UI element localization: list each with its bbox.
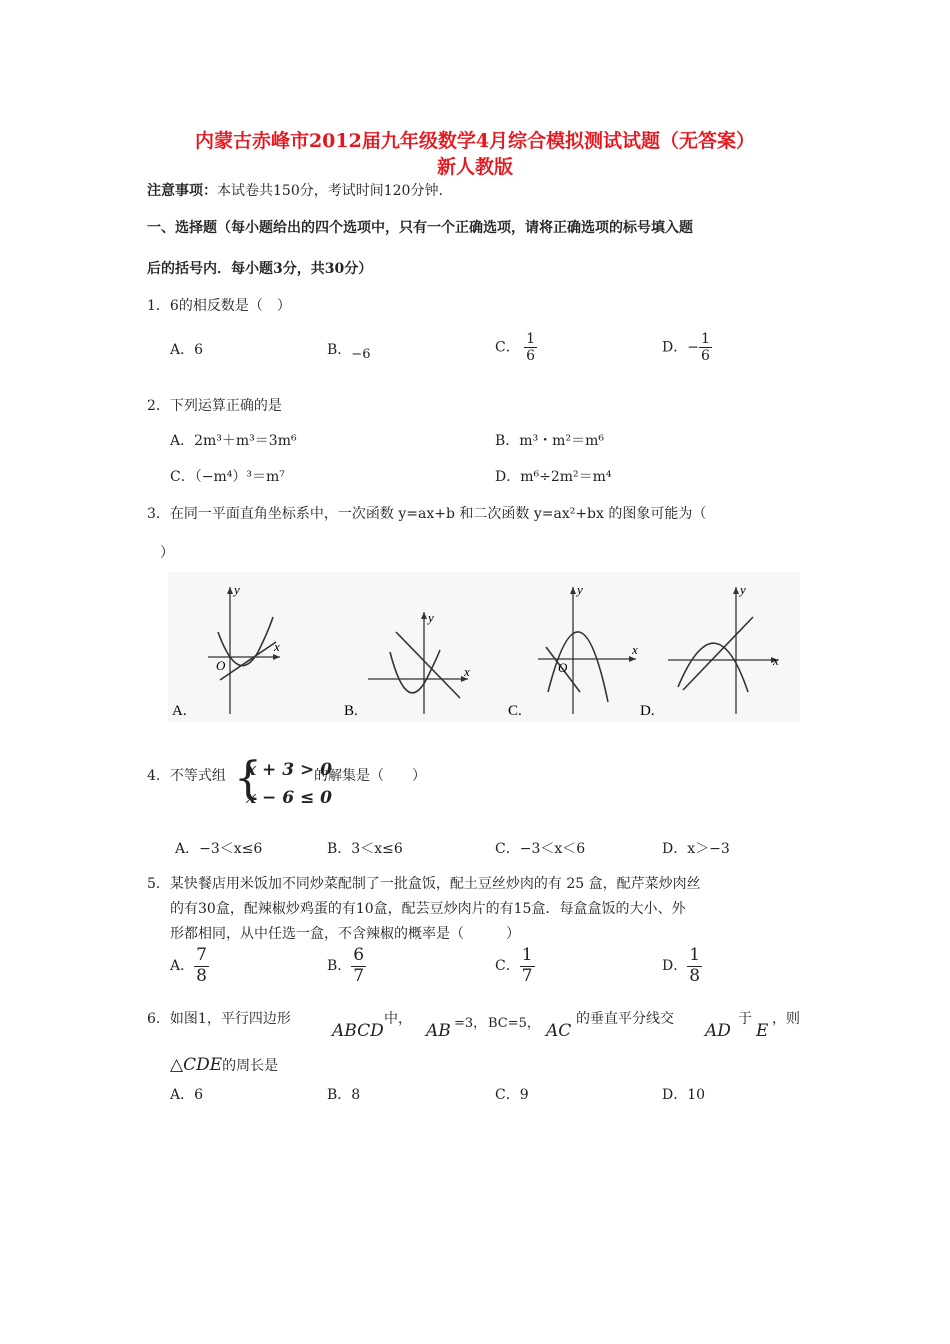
q3-stem: 3．在同一平面直角坐标系中，一次函数 y=ax+b 和二次函数 y=ax²+bx 的图象可能为（	[147, 506, 707, 522]
q5-option-c-fraction	[520, 946, 535, 986]
notice-label: 注意事项：	[147, 183, 217, 199]
q2-option-c: C．（−m⁴）³＝m⁷	[170, 469, 285, 485]
graph-a-y-label: y	[234, 582, 240, 597]
notice-text: 本试卷共150分，考试时间120分钟.	[217, 183, 443, 199]
q5-option-c	[495, 946, 535, 986]
q6-mid: 的垂直平分线交	[576, 1011, 674, 1027]
graph-b-label: B.	[344, 703, 358, 719]
q6-bc: BC=5，	[488, 1016, 540, 1031]
q6-option-a: A．6	[170, 1087, 204, 1103]
graph-c	[508, 582, 638, 719]
q4-inequality-1: x + 3 > 0	[246, 760, 332, 780]
q1-option-c-fraction	[524, 331, 537, 364]
q5-option-a-fraction	[194, 946, 209, 986]
q1-option-a: A．6	[170, 342, 204, 358]
q1-option-d-fraction	[699, 331, 712, 364]
q6-line2	[170, 1055, 278, 1075]
graph-d	[640, 582, 779, 719]
q6-option-b: B．8	[327, 1087, 361, 1103]
q6-zhong: 中，	[384, 1011, 412, 1027]
q1-d-numerator: 1	[700, 331, 710, 347]
q1-option-b-label: B．	[327, 342, 352, 358]
q6-e: E	[756, 1021, 769, 1041]
graph-c-x-label: x	[632, 642, 638, 657]
q4-inequality-2: x − 6 ≤ 0	[246, 788, 332, 808]
graph-a-x-label: x	[274, 639, 280, 654]
q5-option-d	[662, 946, 702, 986]
q5-c-denominator: 7	[521, 965, 533, 986]
q5-b-numerator: 6	[353, 945, 365, 965]
q5-option-a-label: A．	[170, 958, 195, 975]
q4-brace: {	[234, 753, 262, 804]
q1-c-numerator: 1	[526, 331, 536, 347]
q5-c-numerator: 1	[521, 945, 533, 965]
graph-b-x-label: x	[464, 664, 470, 679]
q1-option-d-label: D．−	[662, 339, 699, 356]
q5-line3: 形都相同，从中任选一盒，不含辣椒的概率是（ ）	[170, 926, 520, 942]
q5-a-denominator: 8	[196, 965, 207, 986]
graph-b	[344, 610, 470, 719]
q3-graphs	[168, 572, 800, 722]
graph-d-x-label: x	[773, 653, 779, 668]
notice	[147, 180, 443, 200]
q3-stem-end: ）	[160, 545, 174, 561]
graph-c-label: C.	[508, 703, 522, 719]
q5-option-d-fraction	[687, 946, 702, 986]
q4-stem-post: 的解集是（ ）	[314, 768, 426, 784]
graph-c-y-label: y	[577, 582, 583, 597]
q5-option-c-label: C．	[495, 958, 520, 975]
q6-pre: 6．如图1，平行四边形	[147, 1011, 291, 1027]
q4-option-c: C．−3＜x＜6	[495, 841, 586, 857]
q6-abcd: ABCD	[332, 1021, 384, 1041]
q4-stem-pre: 4．不等式组	[147, 768, 226, 784]
graph-a	[172, 582, 280, 719]
q1-c-denominator: 6	[526, 348, 536, 365]
q6-cde: △CDE	[170, 1055, 223, 1075]
graph-a-origin: O	[216, 658, 226, 673]
q5-option-b-fraction	[351, 946, 366, 986]
q1-option-b	[327, 339, 371, 362]
section-heading-line1: 一、选择题（每小题给出的四个选项中，只有一个正确选项，请将正确选项的标号填入题	[147, 220, 693, 236]
page-subtitle: 新人教版	[436, 156, 513, 178]
q3-figure-panel	[168, 572, 800, 722]
graph-d-y-label: y	[740, 582, 746, 597]
graph-c-origin: O	[558, 660, 568, 675]
q5-b-denominator: 7	[353, 965, 365, 986]
q1-option-c-label: C．	[495, 339, 520, 356]
page-title: 内蒙古赤峰市2012届九年级数学4月综合模拟测试试题（无答案）	[194, 130, 756, 152]
q4-option-d: D．x＞−3	[662, 841, 730, 857]
q5-a-numerator: 7	[196, 945, 207, 965]
q2-stem: 2．下列运算正确的是	[147, 398, 282, 414]
section-heading-line2: 后的括号内．每小题3分，共30分）	[147, 261, 373, 277]
q5-option-a	[170, 946, 209, 986]
q2-option-a: A．2m³＋m³＝3m⁶	[170, 433, 297, 449]
q1-d-denominator: 6	[700, 348, 710, 365]
q5-line1: 5．某快餐店用米饭加不同炒菜配制了一批盒饭，配土豆丝炒肉的有 25 盒，配芹菜炒肉丝	[147, 876, 701, 892]
q5-option-b	[327, 946, 366, 986]
q6-ac: AC	[546, 1021, 572, 1041]
q1-option-b-value: −6	[351, 347, 371, 362]
q6-ad: AD	[705, 1021, 731, 1041]
q1-stem: 1．6的相反数是（ ）	[147, 298, 291, 314]
q6-option-d: D．10	[662, 1087, 706, 1103]
q4-option-a: A．−3＜x≤6	[175, 841, 263, 857]
q6-ze: ，则	[772, 1011, 800, 1027]
q2-option-b: B．m³・m²＝m⁶	[495, 433, 604, 449]
graph-a-label: A.	[172, 703, 187, 719]
graph-b-y-label: y	[428, 610, 434, 625]
q5-option-d-label: D．	[662, 958, 688, 975]
q4-option-b: B．3＜x≤6	[327, 841, 403, 857]
q6-line2-rest: 的周长是	[222, 1058, 279, 1074]
q5-option-b-label: B．	[327, 958, 352, 975]
q6-ab: AB	[426, 1021, 451, 1041]
q5-line2: 的有30盒，配辣椒炒鸡蛋的有10盒，配芸豆炒肉片的有15盒．每盒盒饭的大小、外	[170, 901, 686, 917]
q6-yu: 于	[738, 1011, 752, 1027]
q6-option-c: C．9	[495, 1087, 529, 1103]
q6-ab-value: =3，	[454, 1016, 487, 1031]
q5-d-numerator: 1	[689, 945, 701, 965]
graph-d-label: D.	[640, 703, 655, 719]
q2-option-d: D．m⁶÷2m²＝m⁴	[495, 469, 612, 485]
q1-option-d	[662, 331, 712, 364]
q5-d-denominator: 8	[689, 965, 701, 986]
q1-option-c	[495, 331, 537, 364]
